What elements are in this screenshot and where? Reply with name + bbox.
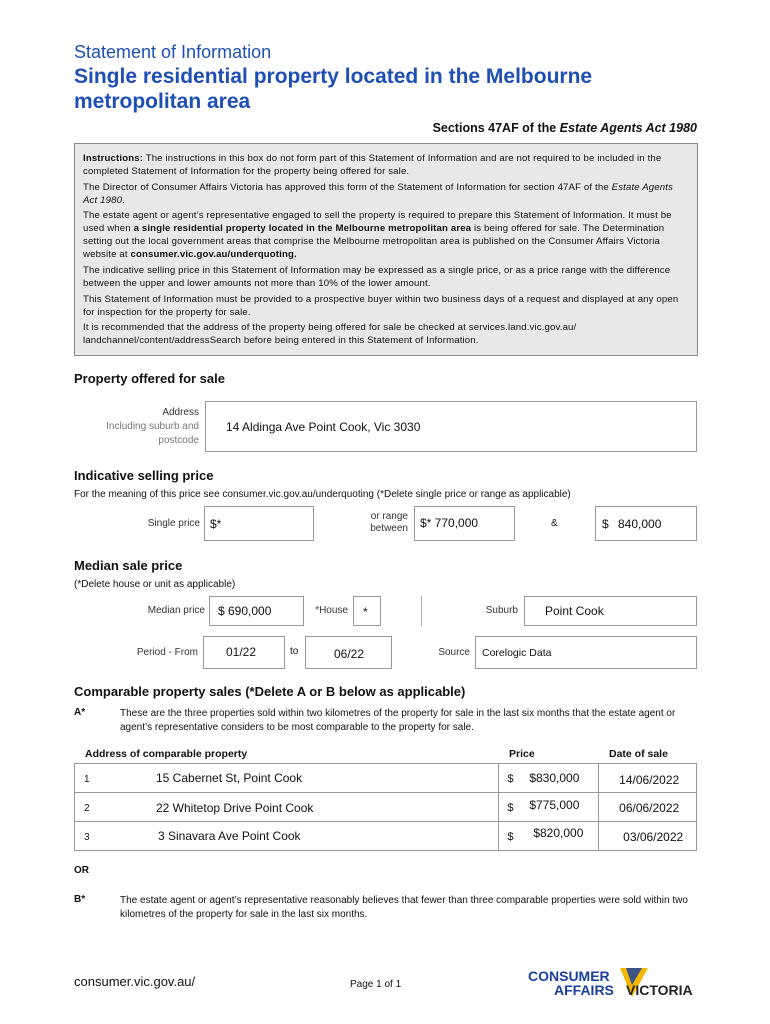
option-a-text: These are the three properties sold within two kilometres of the property for sale in the last six months that the estate agent or agent’s representative considers to be most comparable to the property for sale. — [120, 708, 676, 733]
property-heading: Property offered for sale — [74, 371, 225, 386]
indicative-heading: Indicative selling price — [74, 468, 214, 483]
underquoting-link[interactable]: consumer.vic.gov.au/underquoting. — [130, 249, 297, 261]
period-from-field[interactable] — [203, 636, 285, 669]
title-line-2: metropolitan area — [74, 90, 251, 113]
row-price-cell[interactable]: $ $775,000 — [499, 793, 599, 822]
consumer-affairs-victoria-logo — [528, 965, 708, 1015]
source-label: Source — [438, 647, 470, 658]
table-row — [75, 822, 697, 851]
form-title — [74, 64, 714, 114]
range-high-symbol: $ — [602, 517, 609, 531]
row-date-cell[interactable]: 06/06/2022 — [599, 793, 697, 822]
instructions-p6: It is recommended that the address of the property being offered for sale be checked at services.land.vic.gov.au/ landchannel/content/addressSearch before being entered in this Statement of Information. — [83, 322, 577, 347]
median-note: (*Delete house or unit as applicable) — [74, 579, 236, 590]
form-subtitle: Statement of Information — [74, 42, 272, 62]
comparable-table — [74, 763, 697, 851]
source-field[interactable] — [475, 636, 697, 669]
option-a-label: A* — [74, 707, 86, 718]
house-label: *House — [315, 605, 348, 616]
table-row — [75, 764, 697, 793]
range-low-field[interactable] — [414, 506, 515, 541]
house-value: * — [363, 605, 368, 619]
instructions-p1: Instructions: The instructions in this box do not form part of this Statement of Information and are not required to be included in the completed Statement of Information for the property being offered for sale. — [83, 153, 662, 178]
footer-url[interactable]: consumer.vic.gov.au/ — [74, 974, 196, 989]
title-line-1: Single residential property located in the Melbourne — [74, 65, 593, 88]
single-price-value: $* — [210, 517, 222, 531]
address-field[interactable] — [205, 401, 697, 452]
median-price-field[interactable] — [209, 596, 304, 626]
period-to-label: to — [290, 646, 299, 657]
range-low-value: $* 770,000 — [420, 516, 479, 530]
range-high-field[interactable] — [595, 506, 697, 541]
suburb-value: Point Cook — [545, 604, 604, 618]
sections-reference: Sections 47AF of the Estate Agents Act 1980 — [432, 121, 697, 135]
or-label: OR — [74, 865, 89, 876]
row-price-cell[interactable]: $ $820,000 — [499, 822, 599, 851]
suburb-field[interactable] — [524, 596, 697, 626]
period-to-field[interactable] — [305, 636, 392, 669]
range-label: or range between — [370, 511, 408, 534]
median-price-value: $ 690,000 — [218, 604, 272, 618]
col-date-header: Date of sale — [609, 748, 668, 760]
instructions-p4: The indicative selling price in this Statement of Information may be expressed as a single price, or as a price range with the difference between the upper and lower amounts not more than 10% of the lower amount. — [83, 264, 671, 290]
period-from-value: 01/22 — [226, 645, 257, 659]
single-price-field[interactable] — [204, 506, 314, 541]
row-price-cell[interactable]: $ $830,000 — [499, 764, 599, 793]
option-b-text: The estate agent or agent’s representative reasonably believes that fewer than three comparable properties were sold within two kilometres of the property for sale in the last six months. — [120, 895, 688, 920]
logo-text-victoria: VICTORIA — [626, 982, 693, 998]
indicative-note: For the meaning of this price see consumer.vic.gov.au/underquoting (*Delete single price or range as applicable) — [74, 489, 571, 500]
instructions-box — [74, 143, 698, 356]
median-divider — [421, 596, 422, 626]
suburb-label: Suburb — [485, 605, 518, 616]
row-address-cell[interactable]: 1 15 Cabernet St, Point Cook — [75, 764, 499, 793]
option-b-label: B* — [74, 894, 86, 905]
address-label: Address Including suburb and postcode — [106, 407, 199, 446]
comparable-heading: Comparable property sales (*Delete A or B below as applicable) — [74, 684, 466, 699]
range-ampersand: & — [551, 518, 558, 529]
row-address-cell[interactable]: 2 22 Whitetop Drive Point Cook — [75, 793, 499, 822]
median-price-label: Median price — [147, 605, 205, 616]
instructions-p3: The estate agent or agent’s representative engaged to sell the property is required to prepare this Statement of Information. It must be used when a single residential property located in the Melbourne metropolitan area is being offered for sale. The Determination setting out the local government areas that comprise the Melbourne metropolitan area is published on the Consumer Affairs Victoria website at consumer.vic.gov.au/underquoting. — [83, 210, 672, 261]
period-label: Period - From — [136, 647, 198, 658]
instructions-p5: This Statement of Information must be provided to a prospective buyer within two business days of a request and displayed at any open for inspection for the property for sale. — [83, 293, 679, 318]
col-price-header: Price — [509, 748, 535, 760]
range-high-value: 840,000 — [618, 517, 662, 531]
address-value: 14 Aldinga Ave Point Cook, Vic 3030 — [226, 420, 421, 434]
period-to-value: 06/22 — [334, 647, 365, 661]
col-address-header: Address of comparable property — [85, 748, 248, 760]
median-heading: Median sale price — [74, 558, 183, 573]
table-row — [75, 793, 697, 822]
source-value: Corelogic Data — [482, 647, 552, 659]
row-address-cell[interactable]: 3 3 Sinavara Ave Point Cook — [75, 822, 499, 851]
row-date-cell[interactable]: 03/06/2022 — [599, 822, 697, 851]
single-price-label: Single price — [147, 518, 200, 529]
row-date-cell[interactable]: 14/06/2022 — [599, 764, 697, 793]
page-number: Page 1 of 1 — [350, 979, 402, 990]
instructions-p2: The Director of Consumer Affairs Victoria has approved this form of the Statement of Information for section 47AF of the Estate Agents Act 1980. — [83, 181, 673, 206]
logo-text-consumer: CONSUMER — [528, 968, 610, 984]
house-field[interactable] — [353, 596, 381, 626]
logo-text-affairs: AFFAIRS — [554, 982, 614, 998]
